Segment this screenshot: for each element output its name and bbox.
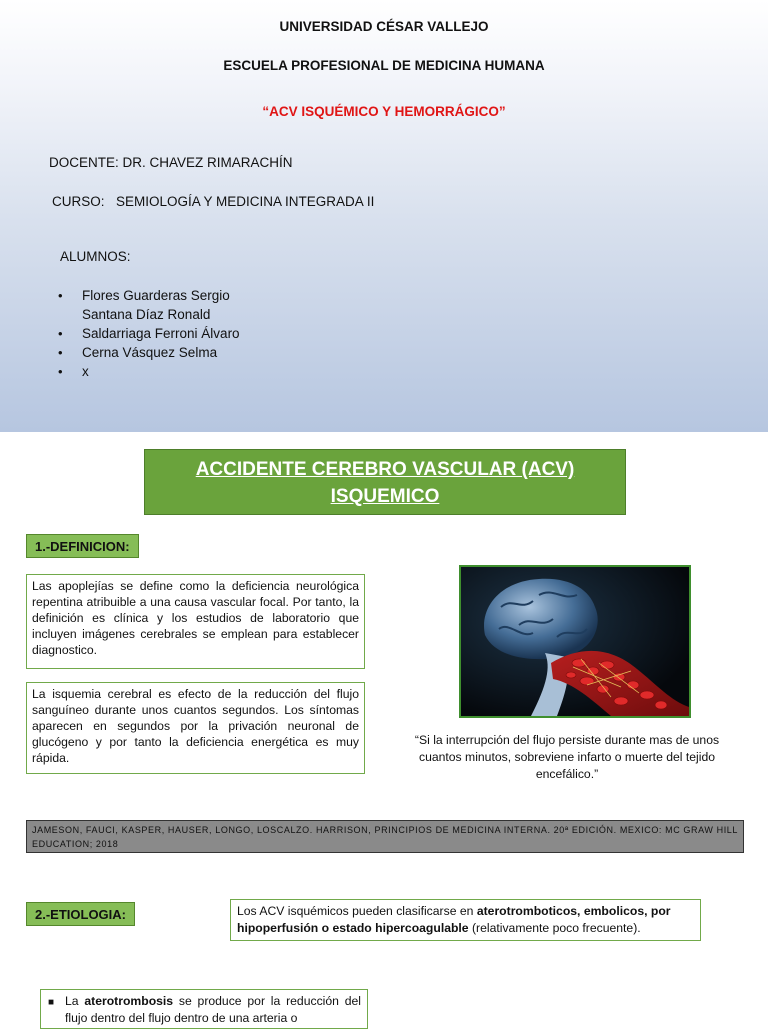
students-list	[58, 286, 240, 381]
reference-citation: JAMESON, FAUCI, KASPER, HAUSER, LONGO, LOSCALZO. HARRISON, PRINCIPIOS DE MEDICINA INTERNA. 20ª EDICIÓN. MEXICO: MC GRAW HILL EDUCATION; 2018	[26, 820, 744, 853]
school-name: ESCUELA PROFESIONAL DE MEDICINA HUMANA	[223, 58, 545, 73]
bullet-icon: •	[58, 345, 63, 360]
atherothrombosis-bullet: ■ La aterotrombosis se produce por la reducción del flujo dentro del flujo dentro de una arteria o	[40, 989, 368, 1029]
bullet-icon: •	[58, 364, 63, 379]
section-title: ACCIDENTE CEREBRO VASCULAR (ACV) ISQUEMICO	[144, 449, 626, 515]
teacher-line: DOCENTE: DR. CHAVEZ RIMARACHÍN	[49, 155, 293, 170]
student-item: • Flores Guarderas Sergio	[58, 288, 230, 303]
presentation-topic: “ACV ISQUÉMICO Y HEMORRÁGICO”	[262, 104, 506, 119]
student-item: • Cerna Vásquez Selma	[58, 345, 218, 360]
etiology-text: Los ACV isquémicos pueden clasificarse en aterotromboticos, embolicos, por hipoperfusión o estado hipercoagulable (relativamente poco frecuente).	[230, 899, 701, 941]
student-item: • Saldarriaga Ferroni Álvaro	[58, 326, 240, 341]
cover-slide	[0, 0, 768, 432]
quote-text: “Si la interrupción del flujo persiste durante mas de unos cuantos minutos, sobreviene infarto o muerte del tejido encefálico.”	[414, 733, 720, 781]
definition-text-2: La isquemia cerebral es efecto de la reducción del flujo sanguíneo durante unos cuantos segundos. Los síntomas aparecen en segundos por la privación neuronal de glucógeno y por tanto la deficiencia energética es muy rápida.	[26, 682, 365, 774]
brain-blood-clot-icon	[461, 567, 689, 716]
student-item: • x	[58, 364, 89, 379]
student-item: Santana Díaz Ronald	[82, 307, 211, 322]
university-name: UNIVERSIDAD CÉSAR VALLEJO	[279, 19, 489, 34]
square-bullet-icon: ■	[48, 997, 55, 1008]
bullet-icon: •	[58, 326, 63, 341]
definition-tag: 1.-DEFINICION:	[26, 534, 139, 558]
students-label: ALUMNOS:	[60, 249, 131, 264]
course-name: SEMIOLOGÍA Y MEDICINA INTEGRADA II	[116, 194, 375, 209]
etiology-tag: 2.-ETIOLOGIA:	[26, 902, 135, 926]
bullet-icon: •	[58, 288, 63, 303]
definition-text-1: Las apoplejías se define como la deficiencia neurológica repentina atribuible a una causa vascular focal. Por tanto, la definición es clínica y los estudios de laboratorio que incluyen imágenes cerebrales se emplean para establecer diagnostico.	[26, 574, 365, 669]
brain-illustration	[459, 565, 691, 718]
course-label: CURSO:	[52, 194, 105, 209]
